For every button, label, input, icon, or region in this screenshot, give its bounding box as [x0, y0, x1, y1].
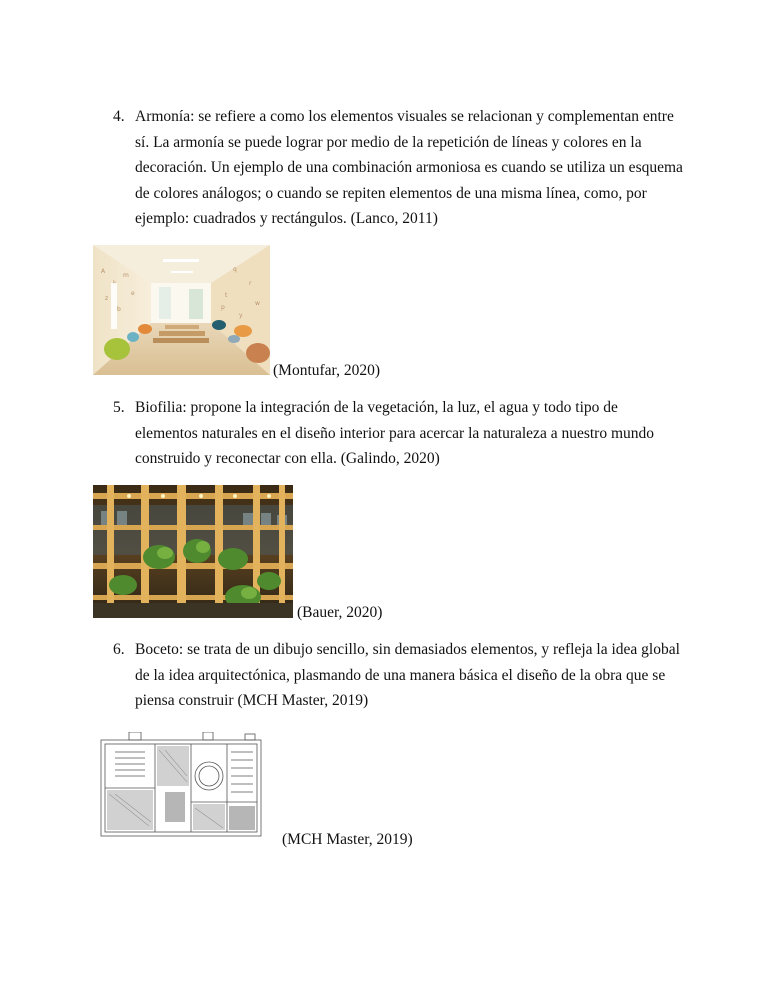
- figure-mch-master: [93, 732, 423, 852]
- list-item-6: [113, 637, 683, 714]
- list-item-text: Boceto: se trata de un dibujo sencillo, sin demasiados elementos, y refleja la idea global de la idea arquitectónica, plasmando de una manera básica el diseño de la obra que se piensa construir (MCH Master, 2019): [135, 641, 680, 709]
- svg-text:w: w: [255, 300, 260, 307]
- svg-text:p: p: [221, 304, 225, 311]
- biophilia-photo: [93, 485, 293, 618]
- list-item-text: Biofilia: propone la integración de la vegetación, la luz, el agua y todo tipo de elementos naturales en el diseño interior para acercar la naturaleza a nuestro mundo construido y reconectar con ella. (Galindo, 2020): [135, 399, 655, 467]
- list-item-text: Armonía: se refiere a como los elementos visuales se relacionan y complementan entre sí. La armonía se puede lograr por medio de la repetición de líneas y colores en la decoración. Un ejemplo de una combinación armoniosa es cuando se utiliza un esquema de colores análogos; o cuando se repiten elementos de una misma línea, como, por ejemplo: cuadrados y rectángulos. (Lanco, 2011): [135, 108, 683, 227]
- svg-text:t: t: [225, 292, 228, 299]
- sketch-drawing: [95, 732, 267, 844]
- interior-photo: [93, 245, 270, 375]
- svg-text:e: e: [131, 290, 135, 297]
- svg-text:m: m: [123, 272, 129, 279]
- list-number: 4.: [113, 108, 125, 125]
- svg-text:q: q: [233, 266, 237, 273]
- list-number: 6.: [113, 641, 125, 658]
- svg-text:y: y: [239, 312, 243, 319]
- figure-montufar: [93, 245, 393, 377]
- svg-text:A: A: [101, 268, 106, 275]
- figure-caption: (Bauer, 2020): [297, 604, 383, 621]
- figure-caption: (Montufar, 2020): [273, 362, 380, 379]
- svg-text:r: r: [249, 280, 252, 287]
- svg-text:b: b: [117, 306, 121, 313]
- list-number: 5.: [113, 399, 125, 416]
- svg-text:z: z: [105, 295, 109, 302]
- figure-caption: (MCH Master, 2019): [282, 831, 413, 848]
- figure-bauer: [93, 485, 413, 620]
- list-item-5: [113, 395, 683, 472]
- list-item-4: [113, 104, 683, 232]
